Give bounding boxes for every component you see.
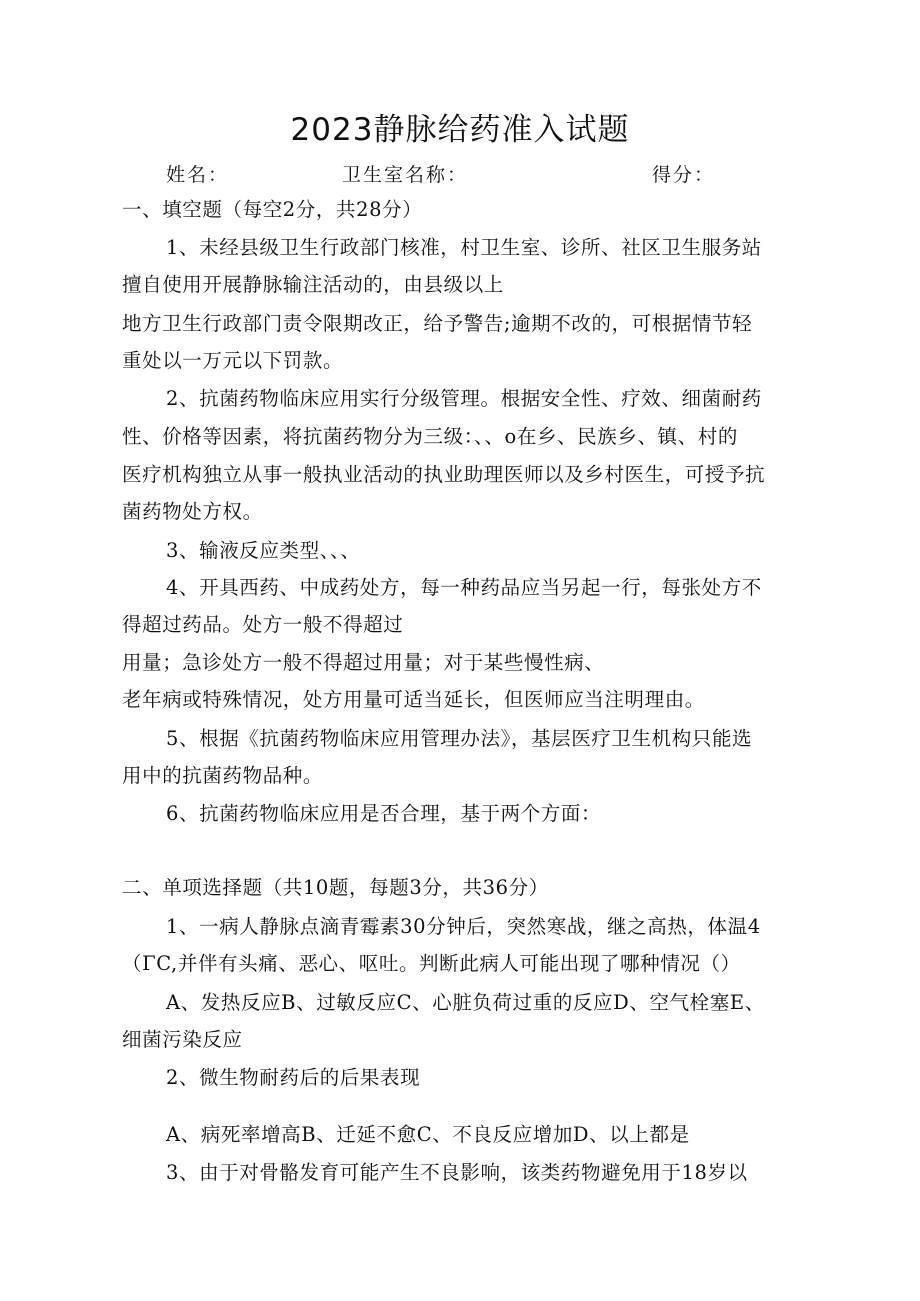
exam-header: [0, 160, 920, 190]
question-line: 3、由于对骨骼发育可能产生不良影响，该类药物避免用于18岁以: [166, 1161, 748, 1184]
answer-options: A、病死率增高B、迁延不愈C、不良反应增加D、以上都是: [166, 1123, 690, 1146]
question-line: 擅自使用开展静脉输注活动的，由县级以上: [122, 273, 504, 296]
question-line: 4、开具西药、中成药处方，每一种药品应当另起一行，每张处方不: [166, 576, 762, 599]
question-line: 5、根据《抗菌药物临床应用管理办法》，基层医疗卫生机构只能选: [166, 727, 753, 750]
section-heading-single-choice: 二、单项选择题（共10题，每题3分，共36分）: [122, 876, 549, 899]
question-line: 菌药物处方权。: [122, 500, 263, 523]
score-label: 得分：: [652, 164, 716, 186]
section-heading-fill-blank: 一、填空题（每空2分，共28分）: [122, 198, 423, 221]
question-line: 1、未经县级卫生行政部门核准，村卫生室、诊所、社区卫生服务站: [166, 236, 762, 259]
answer-options: 细菌污染反应: [122, 1028, 243, 1051]
question-line: 重处以一万元以下罚款。: [122, 349, 344, 372]
clinic-name-label: 卫生室名称：: [342, 164, 469, 186]
question-line: 得超过药品。处方一般不得超过: [122, 613, 404, 636]
name-label: 姓名：: [166, 164, 230, 186]
question-line: 地方卫生行政部门责令限期改正，给予警告;逾期不改的，可根据情节轻: [122, 312, 753, 335]
question-line: 2、抗菌药物临床应用实行分级管理。根据安全性、疗效、细菌耐药: [166, 387, 762, 410]
question-line: 2、微生物耐药后的后果表现: [166, 1066, 421, 1089]
question-line: 3、输液反应类型、、、: [166, 539, 361, 562]
page-title: 2023静脉给药准入试题: [290, 112, 630, 148]
question-line: 用中的抗菌药物品种。: [122, 764, 324, 787]
question-line: 性、价格等因素，将抗菌药物分为三级：、、o在乡、民族乡、镇、村的: [122, 425, 738, 448]
question-line: 医疗机构独立从事一般执业活动的执业助理医师以及乡村医生，可授予抗: [122, 463, 766, 486]
question-line: 老年病或特殊情况，处方用量可适当延长，但医师应当注明理由。: [122, 688, 705, 711]
question-line: 1、一病人静脉点滴青霉素30分钟后，突然寒战，继之高热，体温4: [166, 915, 761, 938]
question-line: 用量；急诊处方一般不得超过用量；对于某些慢性病、: [122, 651, 605, 674]
question-line: 6、抗菌药物临床应用是否合理，基于两个方面：: [166, 802, 602, 825]
question-line: （ΓC,并伴有头痛、恶心、呕吐。判断此病人可能出现了哪种情况（）: [122, 952, 741, 975]
answer-options: A、发热反应B、过敏反应C、心脏负荷过重的反应D、空气栓塞E、: [166, 991, 765, 1014]
